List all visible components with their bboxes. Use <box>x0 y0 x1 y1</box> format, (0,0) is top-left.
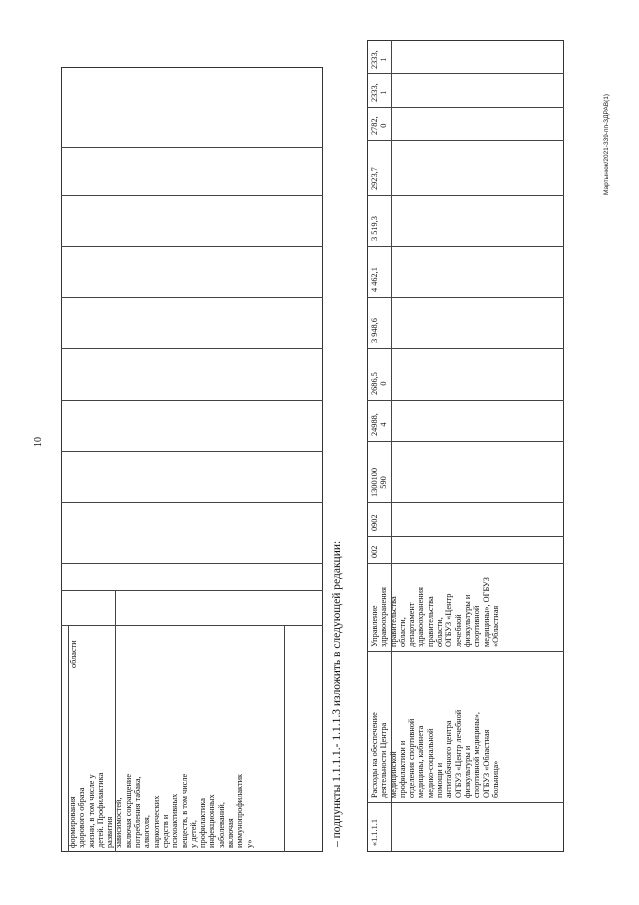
upper-description-line: средств и <box>160 814 170 848</box>
executor-line: здравоохранения <box>416 587 426 647</box>
upper-description-line: инфекционных <box>207 794 217 848</box>
upper-description-line: включая <box>226 818 236 848</box>
description-line: профилактики и <box>397 740 407 798</box>
executor-line: департамент <box>407 602 417 647</box>
executor-line: здравоохранения <box>379 587 389 647</box>
upper-description-line: профилактика <box>198 798 208 848</box>
description-line: спортивной медицины», <box>472 712 482 798</box>
description-line: деятельности Центра <box>379 722 389 798</box>
upper-description-line: у детей, <box>188 820 198 848</box>
description-line: больница» <box>490 760 500 798</box>
executor-line: правительства <box>388 596 398 647</box>
page-number: 10 <box>33 437 44 447</box>
value-cell: 3 948,6 <box>370 318 379 343</box>
executor-line: спортивной <box>472 605 482 647</box>
target-article-code: 1300100 590 <box>370 467 389 497</box>
document-code: Мартынюк/2021-339-пп-ЗДРАВ(1) <box>603 93 610 195</box>
upper-description-line: зависимостей, <box>114 797 124 848</box>
upper-description-line: включая сокращение <box>123 773 133 848</box>
executor-line: области, <box>397 617 407 647</box>
description-line: медицины, кабинета <box>416 725 426 798</box>
executor-line: правительства <box>425 596 435 647</box>
upper-description-line: у» <box>244 839 254 848</box>
upper-description-line: психоактивных <box>170 793 180 848</box>
value-cell: 2782, 0 <box>370 116 389 135</box>
upper-executor: области <box>69 640 78 668</box>
upper-description-line: заболеваний, <box>216 802 226 848</box>
description-line: ОГБУЗ «Центр лечебной <box>453 709 463 798</box>
value-cell: 2686,5 0 <box>370 372 389 395</box>
upper-description-line: наркотических <box>151 795 161 848</box>
upper-description-line: развития <box>105 816 115 848</box>
upper-description-line: веществ, в том числе <box>179 773 189 848</box>
description-line: помощи и <box>435 762 445 798</box>
upper-description-line: потребления табака, <box>133 776 143 848</box>
executor-line: ОГБУЗ «Центр <box>444 593 454 647</box>
item-number: «1.1.1.1 <box>370 819 379 846</box>
description-line: Расходы на обеспечение <box>370 712 379 798</box>
item-description <box>370 648 500 798</box>
value-cell: 24988, 4 <box>370 413 389 436</box>
value-cell: 2333, 1 <box>370 83 389 102</box>
upper-description-line: жизни, в том числе у <box>86 774 96 848</box>
upper-description-line: здорового образа <box>77 787 87 848</box>
description-line: медицинской <box>388 751 398 798</box>
item-executor <box>370 507 500 647</box>
executor-line: медицины», ОГБУЗ <box>481 577 491 647</box>
upper-description-line: формирования <box>68 796 77 848</box>
upper-description <box>68 630 254 848</box>
description-line: медико-социальной <box>425 728 435 798</box>
value-cell: 2333, 1 <box>370 50 389 69</box>
executor-line: области, <box>435 617 445 647</box>
description-line: отделения спортивной <box>407 718 417 798</box>
executor-line: лечебной <box>453 614 463 647</box>
upper-description-line: иммунопрофилактик <box>235 773 245 848</box>
executor-line: Управление <box>370 605 379 647</box>
section-code: 0902 <box>370 514 379 531</box>
upper-description-line: алкоголя, <box>142 815 152 848</box>
executor-line: физкультуры и <box>462 594 472 647</box>
upper-description-line: детей. Профилактика <box>95 772 105 848</box>
executor-line: «Областная <box>490 605 500 647</box>
amendment-instruction: – подпункты 1.1.1.1.- 1.1.1.3 изложить в следующей редакции: <box>331 540 343 847</box>
description-line: антитабачного центра <box>444 720 454 798</box>
value-cell: 4 462,1 <box>370 267 379 292</box>
grbs-code: 002 <box>370 545 379 558</box>
value-cell: 2923,7 <box>370 167 379 190</box>
value-cell: 3 519,3 <box>370 216 379 241</box>
description-line: физкультуры и <box>462 745 472 798</box>
description-line: ОГБУЗ «Областная <box>481 729 491 798</box>
